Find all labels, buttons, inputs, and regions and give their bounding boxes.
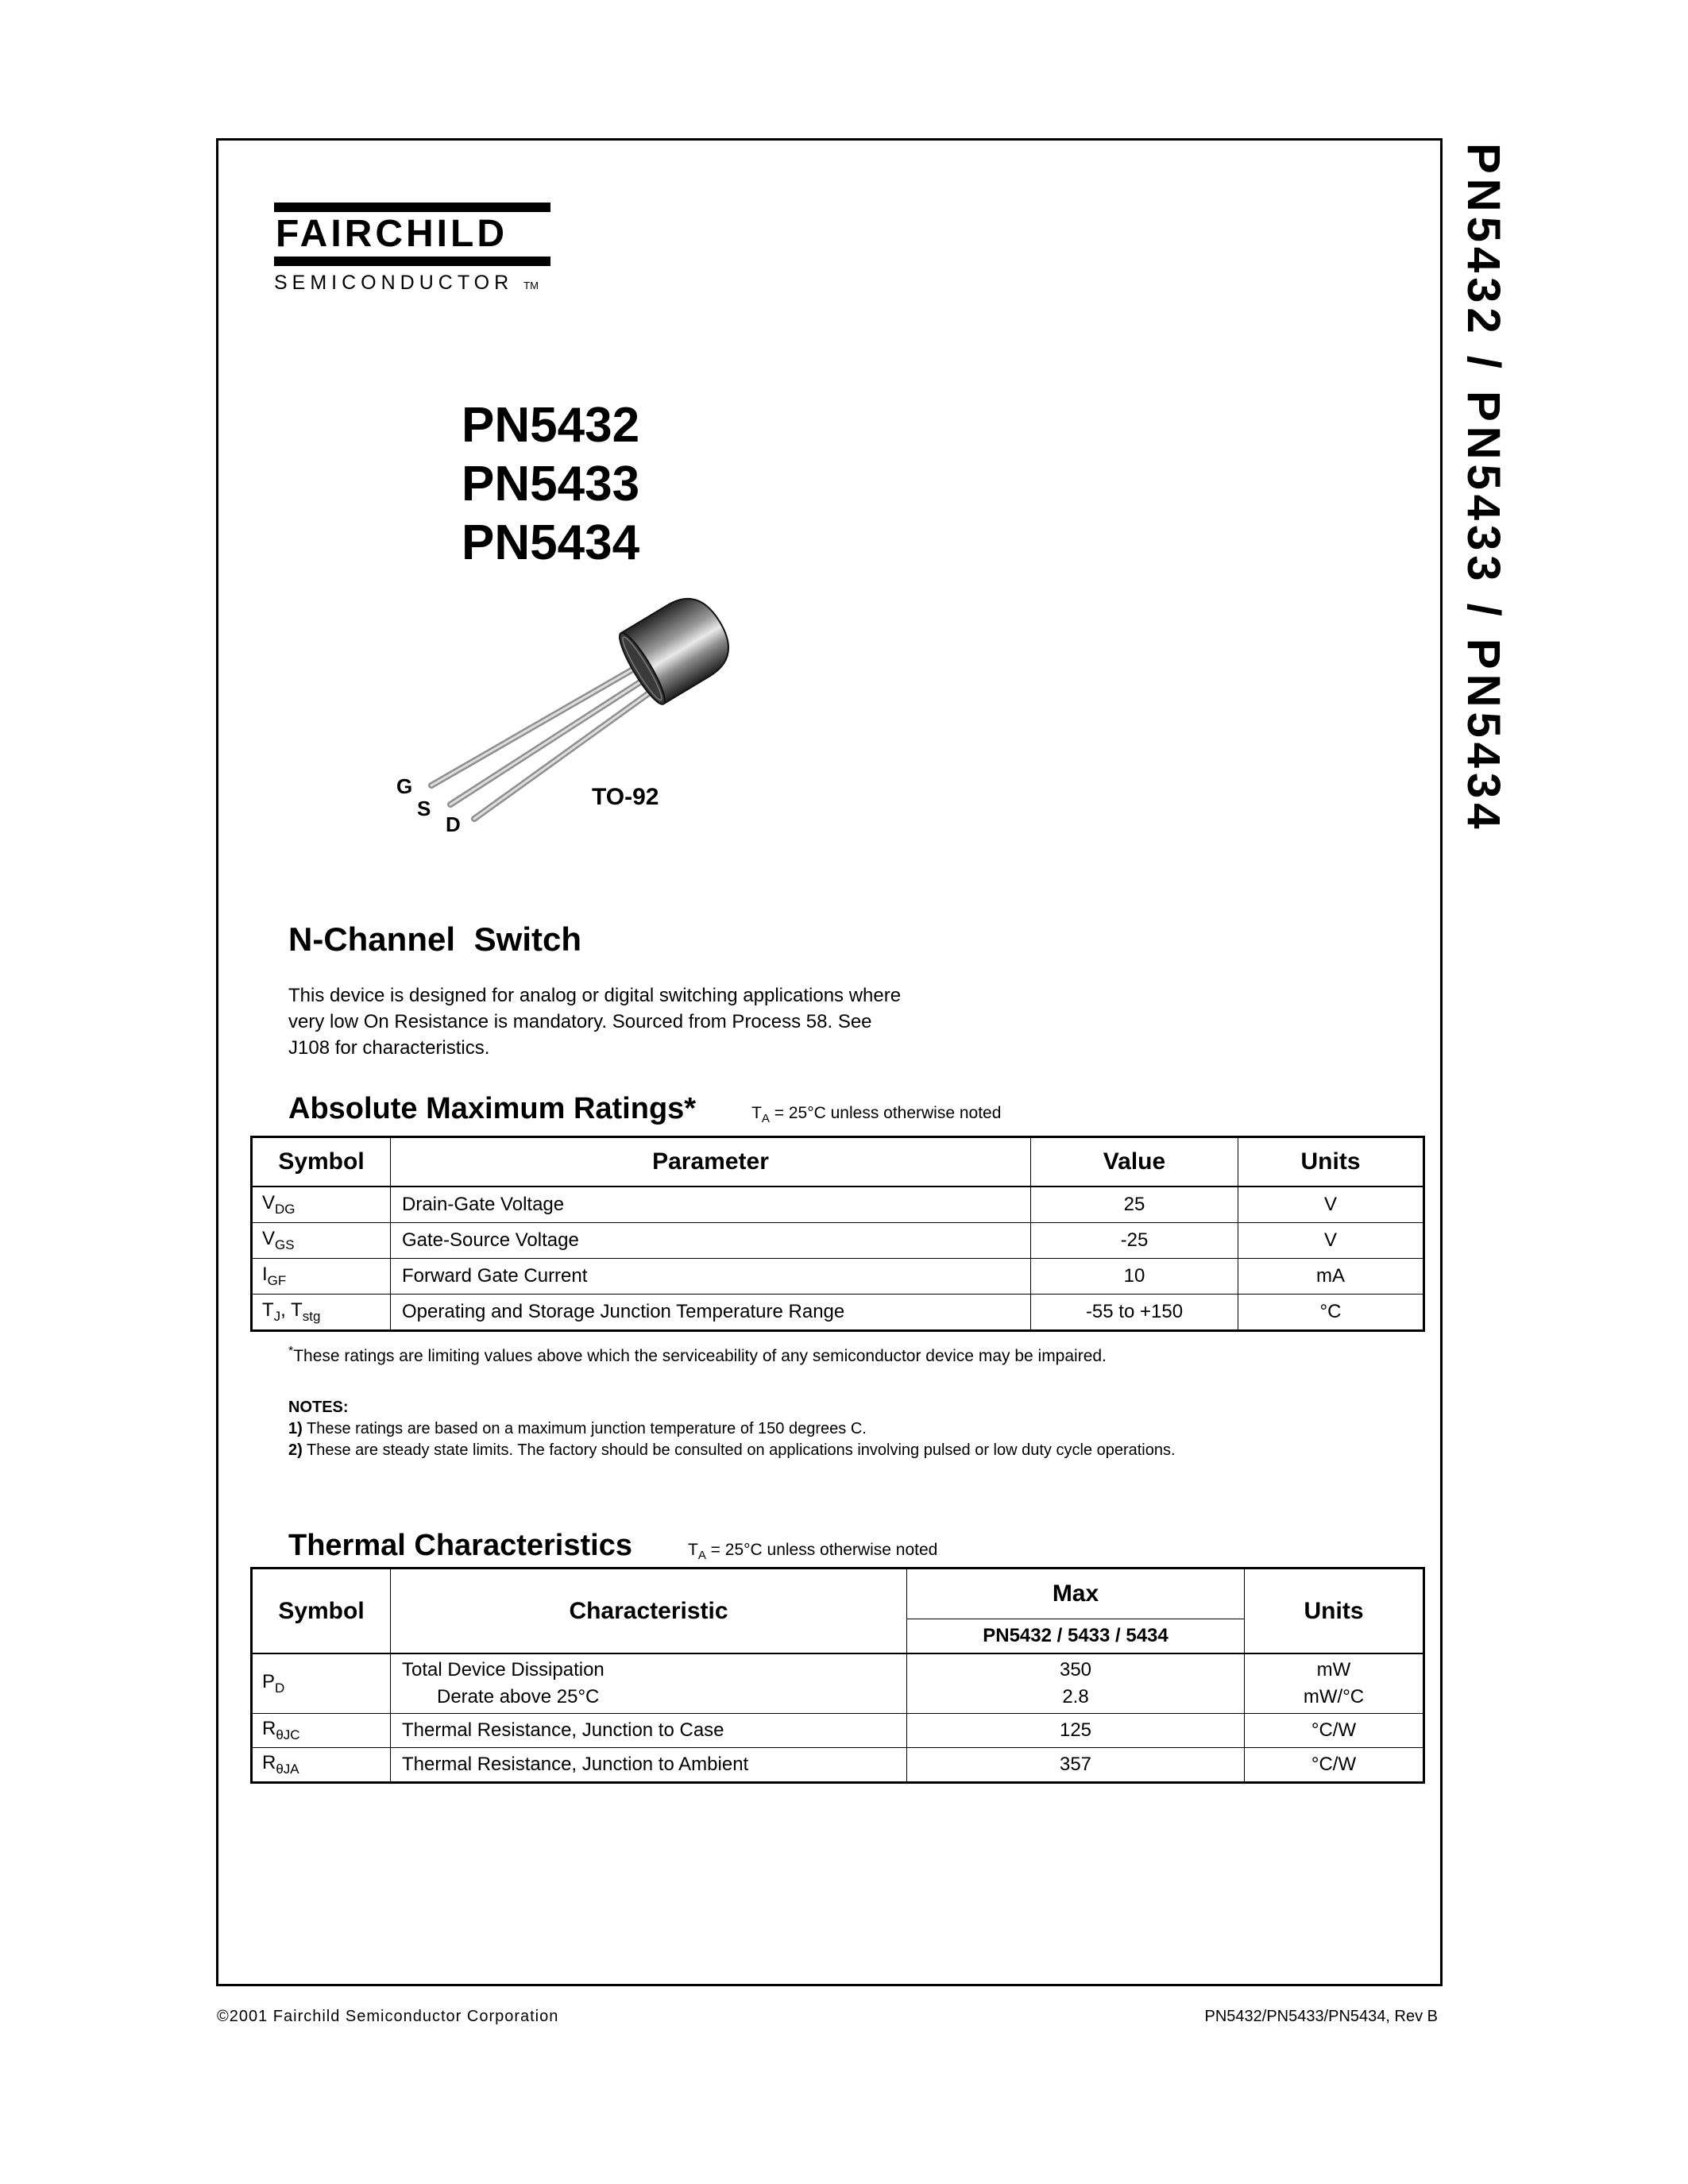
notes-label: NOTES: bbox=[288, 1399, 349, 1416]
side-title: PN5432 / PN5433 / PN5434 bbox=[1458, 143, 1509, 834]
table-row bbox=[252, 1187, 1424, 1223]
section-thermal-characteristics bbox=[288, 1529, 937, 1563]
parameter-cell: Operating and Storage Junction Temperature Range bbox=[391, 1295, 1031, 1331]
trademark-symbol: TM bbox=[523, 280, 539, 291]
absolute-maximum-ratings-table bbox=[250, 1136, 1425, 1332]
column-header-symbol: Symbol bbox=[252, 1137, 391, 1187]
condition-note: $T_A = 25^\circ C$ unless otherwise noted bbox=[751, 1104, 1002, 1126]
column-header-value: Value bbox=[1031, 1137, 1238, 1187]
value-cell: -25 bbox=[1031, 1223, 1238, 1259]
package-label: TO-92 bbox=[592, 784, 659, 810]
logo-subtitle-text: SEMICONDUCTOR bbox=[274, 272, 514, 294]
units-cell: V bbox=[1238, 1223, 1424, 1259]
value-cell: 10 bbox=[1031, 1259, 1238, 1295]
description bbox=[288, 982, 901, 1061]
part-number: PN5432 bbox=[462, 398, 640, 453]
column-header-max: Max bbox=[907, 1569, 1245, 1619]
column-header-units: Units bbox=[1245, 1569, 1424, 1654]
units-cell: °C/W bbox=[1245, 1748, 1424, 1783]
symbol-cell: $V_{DG}$ bbox=[252, 1187, 391, 1223]
logo-wordmark: FAIRCHILD bbox=[276, 213, 508, 255]
pin-label-source: S bbox=[417, 797, 431, 820]
ratings-footnote: *These ratings are limiting values above which the serviceability of any semiconductor device may be impaired. bbox=[288, 1345, 1107, 1365]
section-heading: Thermal Characteristics bbox=[288, 1529, 632, 1562]
pin-label-drain: D bbox=[446, 812, 461, 836]
parameter-cell: Forward Gate Current bbox=[391, 1259, 1031, 1295]
parameter-cell: Drain-Gate Voltage bbox=[391, 1187, 1031, 1223]
value-cell: 25 bbox=[1031, 1187, 1238, 1223]
fairchild-logo bbox=[274, 203, 550, 295]
table-row bbox=[252, 1714, 1424, 1748]
symbol-cell: $R_{\theta JA}$ bbox=[252, 1748, 391, 1783]
units-cell: mW mW/°C bbox=[1245, 1653, 1424, 1714]
table-row bbox=[252, 1295, 1424, 1331]
table-header-row bbox=[252, 1569, 1424, 1619]
section-heading: Absolute Maximum Ratings* bbox=[288, 1092, 697, 1125]
part-number: PN5433 bbox=[462, 457, 640, 511]
description-line: very low On Resistance is mandatory. Sourced from Process 58. See bbox=[288, 1011, 872, 1032]
column-header-symbol: Symbol bbox=[252, 1569, 391, 1654]
table-row bbox=[252, 1653, 1424, 1714]
characteristic-cell: Thermal Resistance, Junction to Ambient bbox=[391, 1748, 907, 1783]
description-line: This device is designed for analog or digital switching applications where bbox=[288, 985, 902, 1006]
column-header-characteristic: Characteristic bbox=[391, 1569, 907, 1654]
condition-note: $T_A = 25^\circ C$ unless otherwise noted bbox=[687, 1541, 938, 1563]
max-cell: 357 bbox=[907, 1748, 1245, 1783]
characteristic-cell: Total Device Dissipation Derate above 25°C bbox=[391, 1653, 907, 1714]
table-row bbox=[252, 1748, 1424, 1783]
logo-bar-top bbox=[274, 203, 550, 212]
part-number-list bbox=[462, 396, 639, 573]
characteristic-cell: Thermal Resistance, Junction to Case bbox=[391, 1714, 907, 1748]
table-header-row bbox=[252, 1137, 1424, 1187]
column-header-units: Units bbox=[1238, 1137, 1424, 1187]
max-cell: 125 bbox=[907, 1714, 1245, 1748]
package-figure bbox=[361, 585, 806, 847]
max-cell: 350 2.8 bbox=[907, 1653, 1245, 1714]
units-cell: mA bbox=[1238, 1259, 1424, 1295]
parameter-cell: Gate-Source Voltage bbox=[391, 1223, 1031, 1259]
part-number: PN5434 bbox=[462, 515, 640, 570]
table-row bbox=[252, 1259, 1424, 1295]
notes-block bbox=[288, 1397, 1176, 1461]
symbol-cell: $I_{GF}$ bbox=[252, 1259, 391, 1295]
units-cell: V bbox=[1238, 1187, 1424, 1223]
section-absolute-maximum-ratings bbox=[288, 1092, 1001, 1126]
logo-bar-bottom bbox=[274, 257, 550, 266]
page-frame bbox=[216, 138, 1443, 1986]
footer-copyright: ©2001 Fairchild Semiconductor Corporation bbox=[217, 2008, 559, 2025]
symbol-cell: $P_D$ bbox=[252, 1653, 391, 1714]
page-title: N-Channel Switch bbox=[288, 920, 582, 958]
footer-docref: PN5432/PN5433/PN5434, Rev B bbox=[1204, 2008, 1438, 2025]
units-cell: °C/W bbox=[1245, 1714, 1424, 1748]
units-cell: °C bbox=[1238, 1295, 1424, 1331]
note-item: 1) These ratings are based on a maximum junction temperature of 150 degrees C. bbox=[288, 1420, 867, 1437]
symbol-cell: $T_J$, $T_{stg}$ bbox=[252, 1295, 391, 1331]
table-row bbox=[252, 1223, 1424, 1259]
thermal-characteristics-table bbox=[250, 1567, 1425, 1784]
column-header-parameter: Parameter bbox=[391, 1137, 1031, 1187]
description-line: J108 for characteristics. bbox=[288, 1037, 490, 1059]
pin-label-gate: G bbox=[396, 774, 413, 798]
logo-subtitle bbox=[274, 272, 550, 295]
sub-header-cell: PN5432 / 5433 / 5434 bbox=[907, 1619, 1245, 1654]
symbol-cell: $V_{GS}$ bbox=[252, 1223, 391, 1259]
symbol-cell: $R_{\theta JC}$ bbox=[252, 1714, 391, 1748]
value-cell: -55 to +150 bbox=[1031, 1295, 1238, 1331]
note-item: 2) These are steady state limits. The factory should be consulted on applications involving pulsed or low duty cycle operations. bbox=[288, 1441, 1176, 1459]
